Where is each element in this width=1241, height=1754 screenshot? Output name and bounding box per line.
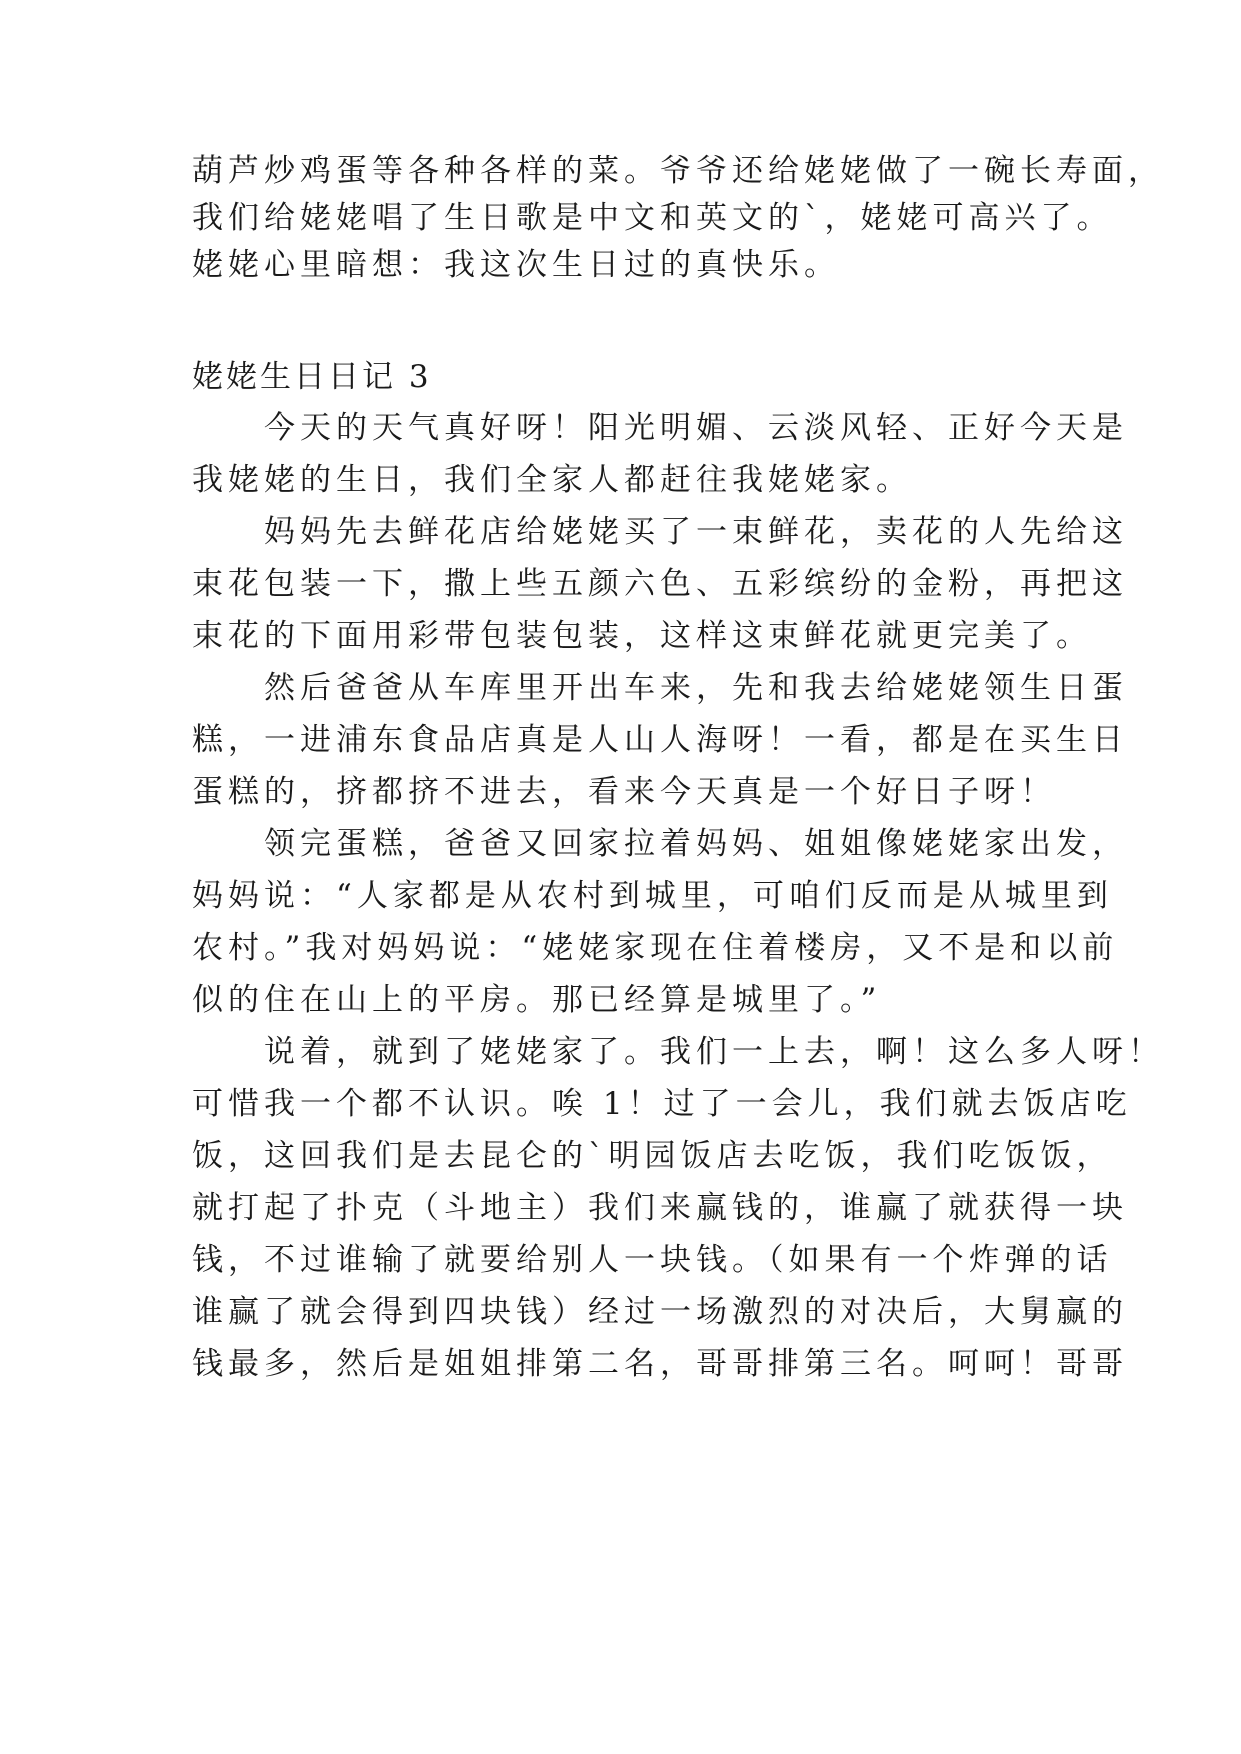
body-line-17: 钱，不过谁输了就要给别人一块钱。（如果有一个炸弹的话 <box>192 1242 1113 1278</box>
intro-line-1: 葫芦炒鸡蛋等各种各样的菜。爷爷还给姥姥做了一碗长寿面， <box>192 153 1164 189</box>
body-line-9: 领完蛋糕，爸爸又回家拉着妈妈、姐姐像姥姥家出发， <box>192 826 1128 862</box>
body-line-5: 束花的下面用彩带包装包装，这样这束鲜花就更完美了。 <box>192 618 1092 654</box>
body-line-19: 钱最多，然后是姐姐排第二名，哥哥排第三名。呵呵！哥哥 <box>192 1346 1128 1382</box>
body-line-14: 可惜我一个都不认识。唉 1！过了一会儿，我们就去饭店吃 <box>192 1086 1132 1122</box>
intro-line-2: 我们给姥姥唱了生日歌是中文和英文的`，姥姥可高兴了。 <box>192 200 1113 236</box>
body-line-6: 然后爸爸从车库里开出车来，先和我去给姥姥领生日蛋 <box>192 670 1128 706</box>
body-line-2: 我姥姥的生日，我们全家人都赶往我姥姥家。 <box>192 462 912 498</box>
body-line-4: 束花包装一下，撒上些五颜六色、五彩缤纷的金粉，再把这 <box>192 566 1128 602</box>
body-line-1: 今天的天气真好呀！阳光明媚、云淡风轻、正好今天是 <box>192 410 1128 446</box>
body-line-7: 糕，一进浦东食品店真是人山人海呀！一看，都是在买生日 <box>192 722 1128 758</box>
body-line-12: 似的住在山上的平房。那已经算是城里了。” <box>192 982 882 1018</box>
section-title: 姥姥生日日记 3 <box>192 359 432 395</box>
intro-line-3: 姥姥心里暗想：我这次生日过的真快乐。 <box>192 247 840 283</box>
body-line-18: 谁赢了就会得到四块钱）经过一场激烈的对决后，大舅赢的 <box>192 1294 1128 1330</box>
body-line-10: 妈妈说：“人家都是从农村到城里，可咱们反而是从城里到 <box>192 878 1113 914</box>
body-line-15: 饭，这回我们是去昆仑的`明园饭店去吃饭，我们吃饭饭， <box>192 1138 1113 1174</box>
body-line-13: 说着，就到了姥姥家了。我们一上去，啊！这么多人呀！ <box>192 1034 1164 1070</box>
body-line-8: 蛋糕的，挤都挤不进去，看来今天真是一个好日子呀！ <box>192 774 1056 810</box>
body-line-11: 农村。”我对妈妈说：“姥姥家现在住着楼房，又不是和以前 <box>192 930 1119 966</box>
body-line-3: 妈妈先去鲜花店给姥姥买了一束鲜花，卖花的人先给这 <box>192 514 1128 550</box>
body-line-16: 就打起了扑克（斗地主）我们来赢钱的，谁赢了就获得一块 <box>192 1190 1128 1226</box>
